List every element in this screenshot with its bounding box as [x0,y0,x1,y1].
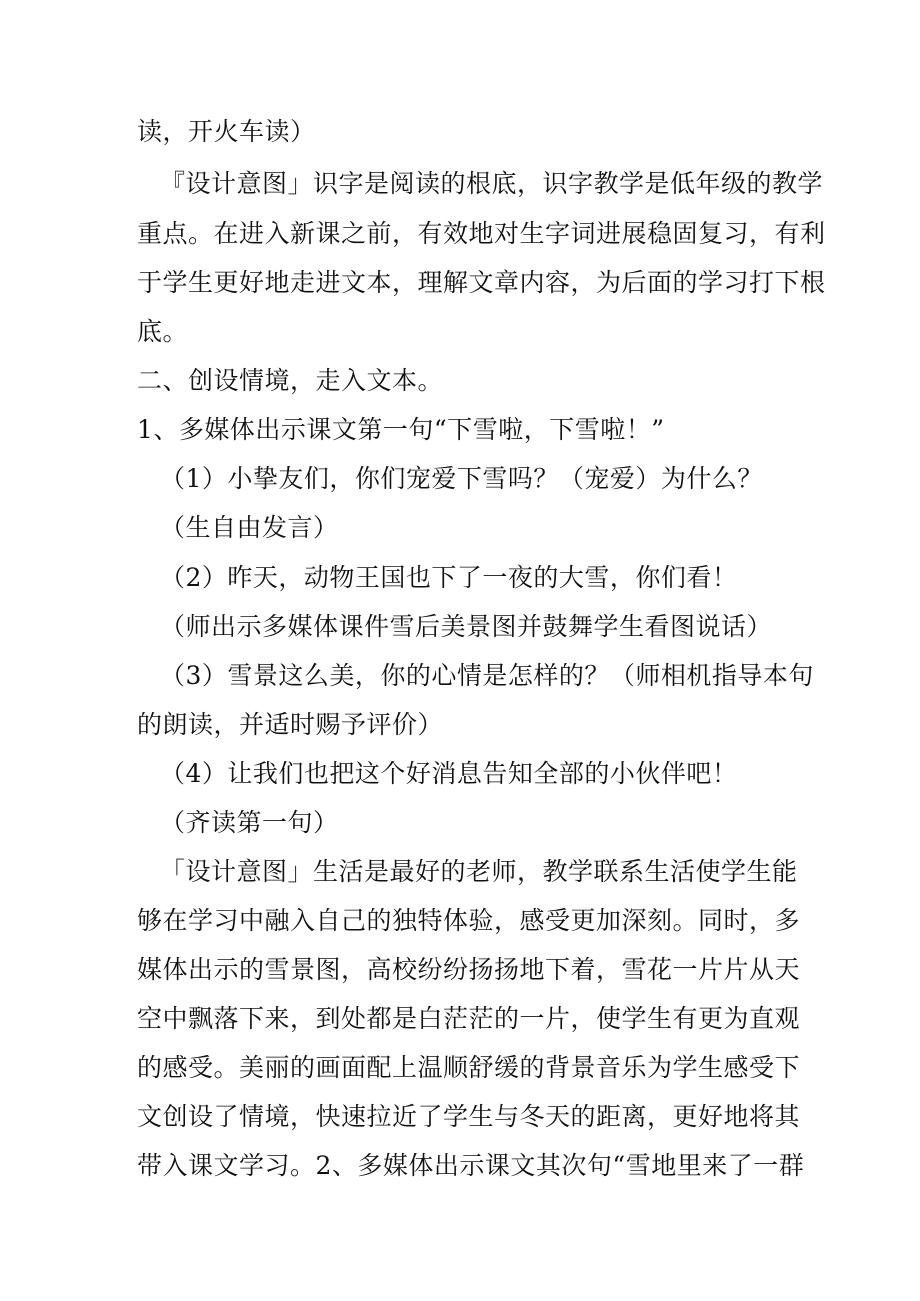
design-intent-paragraph-2-line-1: 「设计意图」生活是最好的老师，教学联系生活使学生能 [160,857,798,886]
design-intent-paragraph-2-line-3: 媒体出示的雪景图，高校纷纷扬扬地下着，雪花一片片从天 [137,955,801,984]
step-1-note-1: （生自由发言） [160,513,339,542]
design-intent-paragraph-2-line-2: 够在学习中融入自己的独特体验，感受更加深刻。同时，多 [137,906,801,935]
step-1-heading: 1、多媒体出示课文第一句“下雪啦，下雪啦！” [137,415,665,444]
design-intent-paragraph-1-line-2: 重点。在进入新课之前，有效地对生字词进展稳固复习，有利 [137,219,826,248]
design-intent-paragraph-2-line-6: 文创设了情境，快速拉近了学生与冬天的距离，更好地将其 [137,1102,801,1131]
step-1-question-4: （4）让我们也把这个好消息告知全部的小伙伴吧！ [160,759,738,788]
design-intent-paragraph-1-line-1: 『设计意图」识字是阅读的根底，识字教学是低年级的教学 [160,169,824,198]
step-1-note-2: （师出示多媒体课件雪后美景图并鼓舞学生看图说话） [160,612,773,641]
design-intent-paragraph-1-line-4: 底。 [137,317,189,346]
step-1-note-3: （齐读第一句） [160,808,339,837]
design-intent-paragraph-2-line-7: 带入课文学习。2、多媒体出示课文其次句“雪地里来了一群 [137,1151,805,1180]
step-1-question-1: （1）小挚友们，你们宠爱下雪吗？（宠爱）为什么？ [160,464,763,493]
design-intent-paragraph-1-line-3: 于学生更好地走进文本，理解文章内容，为后面的学习打下根 [137,268,826,297]
step-1-question-3-line-1: （3）雪景这么美，你的心情是怎样的？（师相机指导本句 [160,661,814,690]
section-heading-2: 二、创设情境，走入文本。 [137,366,444,395]
step-1-question-2: （2）昨天，动物王国也下了一夜的大雪，你们看！ [160,563,738,592]
design-intent-paragraph-2-line-4: 空中飘落下来，到处都是白茫茫的一片，使学生有更为直观 [137,1004,801,1033]
design-intent-paragraph-2-line-5: 的感受。美丽的画面配上温顺舒缓的背景音乐为学生感受下 [137,1053,801,1082]
text-line-1: 读，开火车读） [137,117,316,146]
step-1-question-3-line-2: 的朗读，并适时赐予评价） [137,710,444,739]
